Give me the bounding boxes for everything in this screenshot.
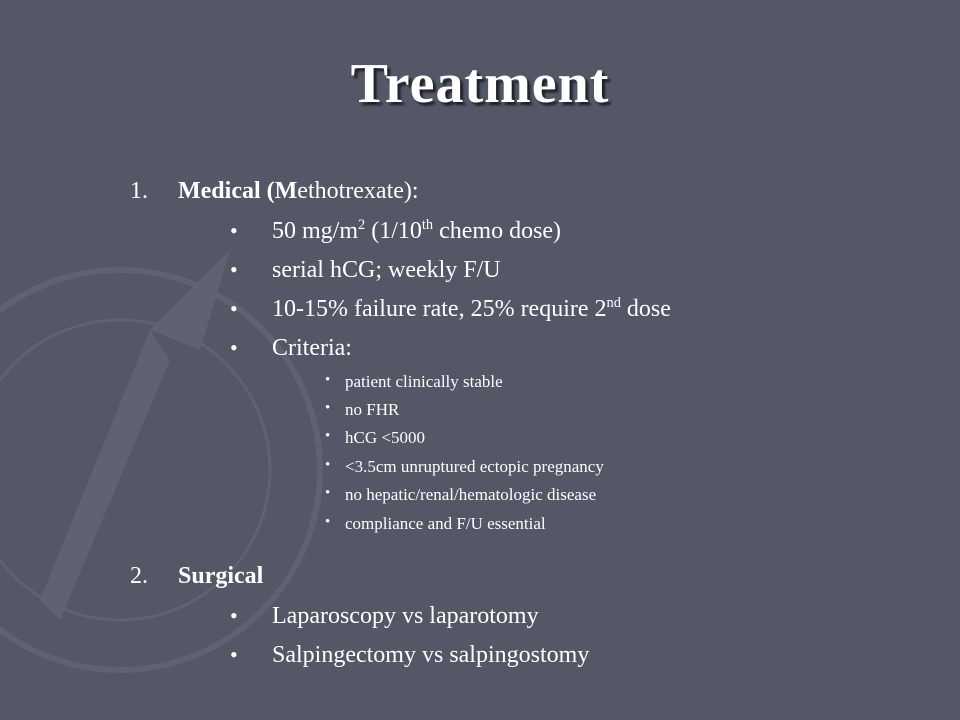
section-number: 1. [130, 178, 148, 204]
bullet-icon: • [230, 296, 238, 321]
bullet-icon: • [230, 335, 238, 360]
bullet-item: • Criteria: [230, 335, 352, 361]
bullet-icon: • [230, 642, 238, 667]
section-heading: Surgical [178, 563, 264, 589]
bullet-icon: • [230, 603, 238, 628]
criteria-item: • hCG <5000 [325, 428, 425, 447]
bullet-icon: • [230, 218, 238, 243]
criteria-item: • patient clinically stable [325, 372, 503, 391]
bullet-item: • 10-15% failure rate, 25% require 2nd dose [230, 295, 671, 322]
bullet-item: • serial hCG; weekly F/U [230, 257, 501, 283]
bullet-icon: • [325, 372, 331, 388]
bullet-icon: • [325, 457, 331, 473]
criteria-item: • <3.5cm unruptured ectopic pregnancy [325, 457, 604, 476]
criteria-item: • no hepatic/renal/hematologic disease [325, 485, 597, 504]
criteria-item: • compliance and F/U essential [325, 514, 546, 533]
bullet-icon: • [325, 514, 331, 530]
criteria-item: • no FHR [325, 400, 400, 419]
slide-title: Treatment [350, 53, 610, 115]
bullet-icon: • [230, 257, 238, 282]
bullet-icon: • [325, 485, 331, 501]
section-heading: Medical (Methotrexate): [178, 178, 419, 204]
bullet-icon: • [325, 400, 331, 416]
bullet-icon: • [325, 428, 331, 444]
bullet-item: • Laparoscopy vs laparotomy [230, 603, 539, 629]
bullet-item: • 50 $mg/m^2$ (1/10th chemo dose) [230, 217, 562, 244]
bullet-item: • Salpingectomy vs salpingostomy [230, 642, 590, 668]
section-number: 2. [130, 563, 148, 589]
